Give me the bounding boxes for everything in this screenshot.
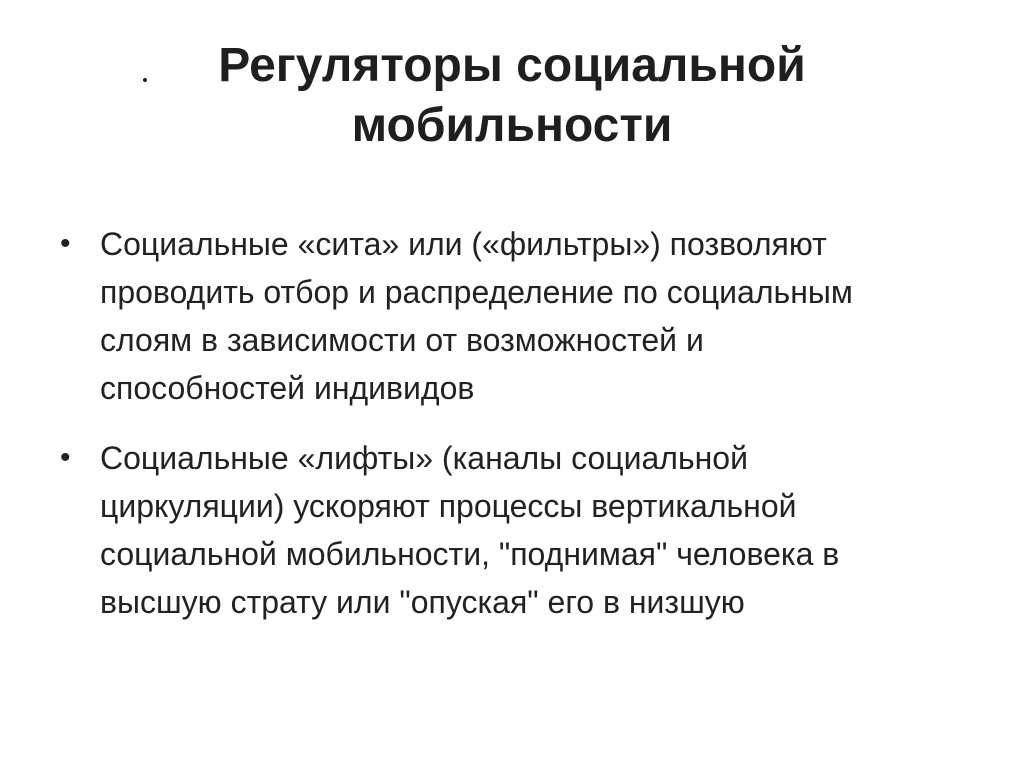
- bullet-2-line-4: высшую страту или "опуская" его в низшую: [100, 584, 745, 620]
- bullet-1-line-3: слоям в зависимости от возможностей и: [100, 322, 704, 358]
- bullet-1-line-4: способностей индивидов: [100, 370, 475, 406]
- bullet-1-line-1: Социальные «сита» или («фильтры») позволяют: [100, 226, 827, 262]
- bullet-item-social-sieves: [60, 220, 960, 412]
- bullet-2-line-3: социальной мобильности, "поднимая" человека в: [100, 536, 840, 572]
- slide-title: [150, 36, 874, 156]
- bullet-item-social-lifts: [60, 434, 960, 626]
- title-dot: [143, 78, 147, 82]
- bullet-marker: •: [60, 227, 71, 260]
- bullet-2-line-2: циркуляции) ускоряют процессы вертикальной: [100, 488, 797, 524]
- bullet-1-line-2: проводить отбор и распределение по социальным: [100, 274, 853, 310]
- bullet-list: [60, 220, 960, 648]
- slide-title-line-2: мобильности: [351, 99, 673, 152]
- bullet-2-line-1: Социальные «лифты» (каналы социальной: [100, 440, 748, 476]
- slide-title-line-1: Регуляторы социальной: [218, 39, 806, 92]
- bullet-marker: •: [60, 441, 71, 474]
